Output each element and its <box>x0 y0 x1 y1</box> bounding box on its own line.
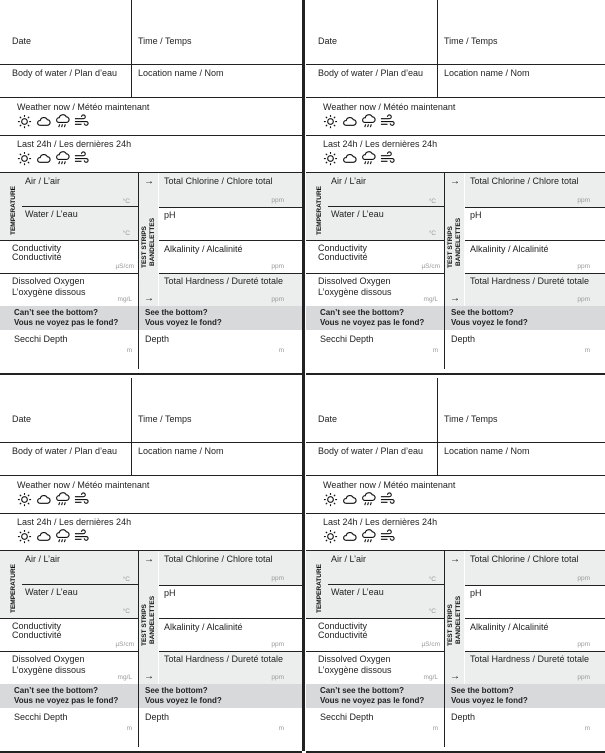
ph-field[interactable]: pH <box>470 210 482 220</box>
unit-m: m <box>432 347 438 354</box>
weather-now-label: Weather now / Météo maintenant <box>17 102 150 112</box>
arrow-icon: → <box>144 671 154 682</box>
unit-ppm: ppm <box>271 197 284 204</box>
unit-ppm: ppm <box>577 641 590 648</box>
strips-label: TEST STRIPS <box>447 604 454 646</box>
secchi-field[interactable]: Secchi Depth <box>320 334 374 344</box>
strips-fr-label: BANDELETTES <box>455 217 462 266</box>
arrow-icon: → <box>450 671 460 682</box>
see-label: See the bottom? <box>451 686 514 695</box>
unit-ppm: ppm <box>577 575 590 582</box>
unit-us: µS/cm <box>115 641 134 648</box>
water-temp-field[interactable]: Water / L’eau <box>25 587 78 597</box>
arrow-icon: → <box>144 293 154 304</box>
divider <box>465 618 605 619</box>
conductivity-label: Conductivity <box>318 243 368 253</box>
strips-fr-label: BANDELETTES <box>455 595 462 644</box>
sun-icon[interactable] <box>323 492 338 512</box>
conductivity-label: Conductivity <box>318 621 368 631</box>
ph-field[interactable]: pH <box>164 210 176 220</box>
unit-c: °C <box>122 198 130 205</box>
divider <box>306 273 444 274</box>
row-date <box>306 0 605 65</box>
depth-field[interactable]: Depth <box>451 334 476 344</box>
unit-m: m <box>278 725 284 732</box>
location-field[interactable]: Location name / Nom <box>444 68 530 78</box>
water-temp-field[interactable]: Water / L’eau <box>25 209 78 219</box>
air-temp-field[interactable]: Air / L’air <box>25 554 61 564</box>
do-label: Dissolved Oxygen <box>318 654 391 664</box>
body-of-water-field[interactable]: Body of water / Plan d’eau <box>318 68 424 78</box>
unit-ppm: ppm <box>271 575 284 582</box>
divider <box>306 651 444 652</box>
body-of-water-field[interactable]: Body of water / Plan d’eau <box>12 446 118 456</box>
do-label: Dissolved Oxygen <box>318 276 391 286</box>
conductivite-label: Conductivité <box>12 630 62 640</box>
row-date <box>306 378 605 443</box>
conductivite-label: Conductivité <box>318 630 368 640</box>
last24-label: Last 24h / Les dernières 24h <box>323 517 438 527</box>
rain-cloud-icon[interactable] <box>361 151 376 171</box>
sun-icon[interactable] <box>323 529 338 549</box>
last24-icons[interactable] <box>323 151 395 171</box>
rain-cloud-icon[interactable] <box>55 492 70 512</box>
body-of-water-field[interactable]: Body of water / Plan d’eau <box>12 68 118 78</box>
temperature-label: TEMPERATURE <box>316 186 323 235</box>
date-field[interactable]: Date <box>12 36 32 46</box>
last24-label: Last 24h / Les dernières 24h <box>17 139 132 149</box>
rain-cloud-icon[interactable] <box>55 529 70 549</box>
location-field[interactable]: Location name / Nom <box>138 446 224 456</box>
cloud-icon[interactable] <box>36 114 51 134</box>
divider <box>465 585 605 586</box>
air-temp-field[interactable]: Air / L’air <box>331 176 367 186</box>
cant-see-fr-label: Vous ne voyez pas le fond? <box>320 696 425 705</box>
weather-now-icons[interactable] <box>323 114 395 134</box>
do-fr-label: L’oxygène dissous <box>12 665 86 675</box>
unit-mg: mg/L <box>117 674 132 681</box>
cloud-icon[interactable] <box>36 492 51 512</box>
sun-icon[interactable] <box>17 151 32 171</box>
sun-icon[interactable] <box>323 151 338 171</box>
unit-ppm: ppm <box>577 197 590 204</box>
divider <box>444 306 445 330</box>
last24-icons[interactable] <box>323 529 395 549</box>
strips-fr-label: BANDELETTES <box>149 217 156 266</box>
cant-see-fr-label: Vous ne voyez pas le fond? <box>320 318 425 327</box>
see-label: See the bottom? <box>145 686 208 695</box>
cant-see-label: Can’t see the bottom? <box>320 308 405 317</box>
chlorine-field[interactable]: Total Chlorine / Chlore total <box>470 176 579 186</box>
see-fr-label: Vous voyez le fond? <box>145 318 222 327</box>
unit-m: m <box>126 725 132 732</box>
unit-ppm: ppm <box>271 263 284 270</box>
alkalinity-field[interactable]: Alkalinity / Alcalinité <box>470 244 549 254</box>
secchi-field[interactable]: Secchi Depth <box>14 334 68 344</box>
arrow-icon: → <box>144 554 154 565</box>
do-label: Dissolved Oxygen <box>12 276 85 286</box>
divider <box>159 618 302 619</box>
hardness-field[interactable]: Total Hardness / Dureté totale <box>470 276 590 286</box>
unit-c: °C <box>428 576 436 583</box>
unit-c: °C <box>428 608 436 615</box>
divider <box>0 618 138 619</box>
conductivity-label: Conductivity <box>12 243 62 253</box>
hardness-field[interactable]: Total Hardness / Dureté totale <box>164 276 284 286</box>
temperature-label: TEMPERATURE <box>10 564 17 613</box>
date-field[interactable]: Date <box>318 36 338 46</box>
strips-fr-label: BANDELETTES <box>149 595 156 644</box>
weather-now-label: Weather now / Météo maintenant <box>323 102 456 112</box>
conductivite-label: Conductivité <box>318 252 368 262</box>
temperature-label: TEMPERATURE <box>10 186 17 235</box>
secchi-field[interactable]: Secchi Depth <box>14 712 68 722</box>
cloud-icon[interactable] <box>36 529 51 549</box>
divider <box>159 240 302 241</box>
chlorine-field[interactable]: Total Chlorine / Chlore total <box>470 554 579 564</box>
date-field[interactable]: Date <box>12 414 32 424</box>
body-of-water-field[interactable]: Body of water / Plan d’eau <box>318 446 424 456</box>
air-temp-field[interactable]: Air / L’air <box>331 554 367 564</box>
see-label: See the bottom? <box>145 308 208 317</box>
time-field[interactable]: Time / Temps <box>444 36 498 46</box>
divider <box>159 207 302 208</box>
alkalinity-field[interactable]: Alkalinity / Alcalinité <box>164 622 243 632</box>
conductivity-label: Conductivity <box>12 621 62 631</box>
divider <box>22 584 138 585</box>
see-label: See the bottom? <box>451 308 514 317</box>
wind-icon[interactable] <box>74 114 89 134</box>
sun-icon[interactable] <box>17 114 32 134</box>
secchi-field[interactable]: Secchi Depth <box>320 712 374 722</box>
unit-us: µS/cm <box>421 263 440 270</box>
do-fr-label: L’oxygène dissous <box>12 287 86 297</box>
unit-c: °C <box>428 230 436 237</box>
weather-now-icons[interactable] <box>17 114 89 134</box>
unit-mg: mg/L <box>117 296 132 303</box>
unit-mg: mg/L <box>423 674 438 681</box>
do-fr-label: L’oxygène dissous <box>318 287 392 297</box>
row-date <box>0 378 302 443</box>
center-divider <box>302 0 305 751</box>
rain-cloud-icon[interactable] <box>361 529 376 549</box>
time-field[interactable]: Time / Temps <box>138 414 192 424</box>
do-fr-label: L’oxygène dissous <box>318 665 392 675</box>
cant-see-label: Can’t see the bottom? <box>320 686 405 695</box>
cloud-icon[interactable] <box>342 529 357 549</box>
divider <box>465 207 605 208</box>
weather-now-icons[interactable] <box>17 492 89 512</box>
see-fr-label: Vous voyez le fond? <box>451 318 528 327</box>
divider <box>306 240 444 241</box>
wind-icon[interactable] <box>380 114 395 134</box>
field-card <box>0 0 302 375</box>
temperature-label: TEMPERATURE <box>316 564 323 613</box>
unit-c: °C <box>122 576 130 583</box>
cloud-icon[interactable] <box>342 492 357 512</box>
arrow-icon: → <box>450 176 460 187</box>
see-fr-label: Vous voyez le fond? <box>451 696 528 705</box>
divider <box>444 684 445 708</box>
time-field[interactable]: Time / Temps <box>444 414 498 424</box>
arrow-icon: → <box>144 176 154 187</box>
do-label: Dissolved Oxygen <box>12 654 85 664</box>
arrow-icon: → <box>450 293 460 304</box>
wind-icon[interactable] <box>380 492 395 512</box>
unit-m: m <box>584 725 590 732</box>
unit-ppm: ppm <box>271 296 284 303</box>
depth-field[interactable]: Depth <box>145 712 170 722</box>
divider <box>0 273 138 274</box>
weather-now-label: Weather now / Météo maintenant <box>323 480 456 490</box>
divider <box>138 306 139 330</box>
unit-c: °C <box>122 608 130 615</box>
row-date <box>0 0 302 65</box>
hardness-field[interactable]: Total Hardness / Dureté totale <box>164 654 284 664</box>
wind-icon[interactable] <box>380 529 395 549</box>
weather-now-label: Weather now / Météo maintenant <box>17 480 150 490</box>
divider <box>306 618 444 619</box>
ph-field[interactable]: pH <box>470 588 482 598</box>
strips-label: TEST STRIPS <box>447 226 454 268</box>
conductivite-label: Conductivité <box>12 252 62 262</box>
divider <box>465 240 605 241</box>
wind-icon[interactable] <box>74 151 89 171</box>
strips-label: TEST STRIPS <box>141 226 148 268</box>
divider <box>0 240 138 241</box>
sun-icon[interactable] <box>323 114 338 134</box>
unit-ppm: ppm <box>577 263 590 270</box>
divider <box>0 651 138 652</box>
chlorine-field[interactable]: Total Chlorine / Chlore total <box>164 554 273 564</box>
strips-label: TEST STRIPS <box>141 604 148 646</box>
hardness-field[interactable]: Total Hardness / Dureté totale <box>470 654 590 664</box>
rain-cloud-icon[interactable] <box>361 492 376 512</box>
unit-m: m <box>278 347 284 354</box>
weather-now-icons[interactable] <box>323 492 395 512</box>
cloud-icon[interactable] <box>342 151 357 171</box>
cant-see-label: Can’t see the bottom? <box>14 308 99 317</box>
date-field[interactable]: Date <box>318 414 338 424</box>
divider <box>328 584 444 585</box>
wind-icon[interactable] <box>74 492 89 512</box>
alkalinity-field[interactable]: Alkalinity / Alcalinité <box>164 244 243 254</box>
air-temp-field[interactable]: Air / L’air <box>25 176 61 186</box>
cant-see-label: Can’t see the bottom? <box>14 686 99 695</box>
last24-icons[interactable] <box>17 151 89 171</box>
cloud-icon[interactable] <box>36 151 51 171</box>
time-field[interactable]: Time / Temps <box>138 36 192 46</box>
sun-icon[interactable] <box>17 529 32 549</box>
unit-us: µS/cm <box>421 641 440 648</box>
last24-label: Last 24h / Les dernières 24h <box>17 517 132 527</box>
water-temp-field[interactable]: Water / L’eau <box>331 209 384 219</box>
alkalinity-field[interactable]: Alkalinity / Alcalinité <box>470 622 549 632</box>
divider <box>159 585 302 586</box>
sun-icon[interactable] <box>17 492 32 512</box>
chlorine-field[interactable]: Total Chlorine / Chlore total <box>164 176 273 186</box>
field-card <box>0 378 302 753</box>
divider <box>22 206 138 207</box>
unit-c: °C <box>122 230 130 237</box>
unit-ppm: ppm <box>271 641 284 648</box>
location-field[interactable]: Location name / Nom <box>138 68 224 78</box>
unit-m: m <box>584 347 590 354</box>
field-card <box>306 0 605 375</box>
location-field[interactable]: Location name / Nom <box>444 446 530 456</box>
ph-field[interactable]: pH <box>164 588 176 598</box>
unit-ppm: ppm <box>577 674 590 681</box>
see-fr-label: Vous voyez le fond? <box>145 696 222 705</box>
divider <box>328 206 444 207</box>
unit-c: °C <box>428 198 436 205</box>
depth-field[interactable]: Depth <box>145 334 170 344</box>
wind-icon[interactable] <box>380 151 395 171</box>
wind-icon[interactable] <box>74 529 89 549</box>
unit-us: µS/cm <box>115 263 134 270</box>
unit-ppm: ppm <box>271 674 284 681</box>
rain-cloud-icon[interactable] <box>55 114 70 134</box>
cant-see-fr-label: Vous ne voyez pas le fond? <box>14 318 119 327</box>
cloud-icon[interactable] <box>342 114 357 134</box>
depth-field[interactable]: Depth <box>451 712 476 722</box>
water-temp-field[interactable]: Water / L’eau <box>331 587 384 597</box>
rain-cloud-icon[interactable] <box>361 114 376 134</box>
unit-ppm: ppm <box>577 296 590 303</box>
divider <box>138 684 139 708</box>
unit-m: m <box>432 725 438 732</box>
unit-m: m <box>126 347 132 354</box>
arrow-icon: → <box>450 554 460 565</box>
last24-icons[interactable] <box>17 529 89 549</box>
cant-see-fr-label: Vous ne voyez pas le fond? <box>14 696 119 705</box>
field-card <box>306 378 605 753</box>
rain-cloud-icon[interactable] <box>55 151 70 171</box>
unit-mg: mg/L <box>423 296 438 303</box>
last24-label: Last 24h / Les dernières 24h <box>323 139 438 149</box>
